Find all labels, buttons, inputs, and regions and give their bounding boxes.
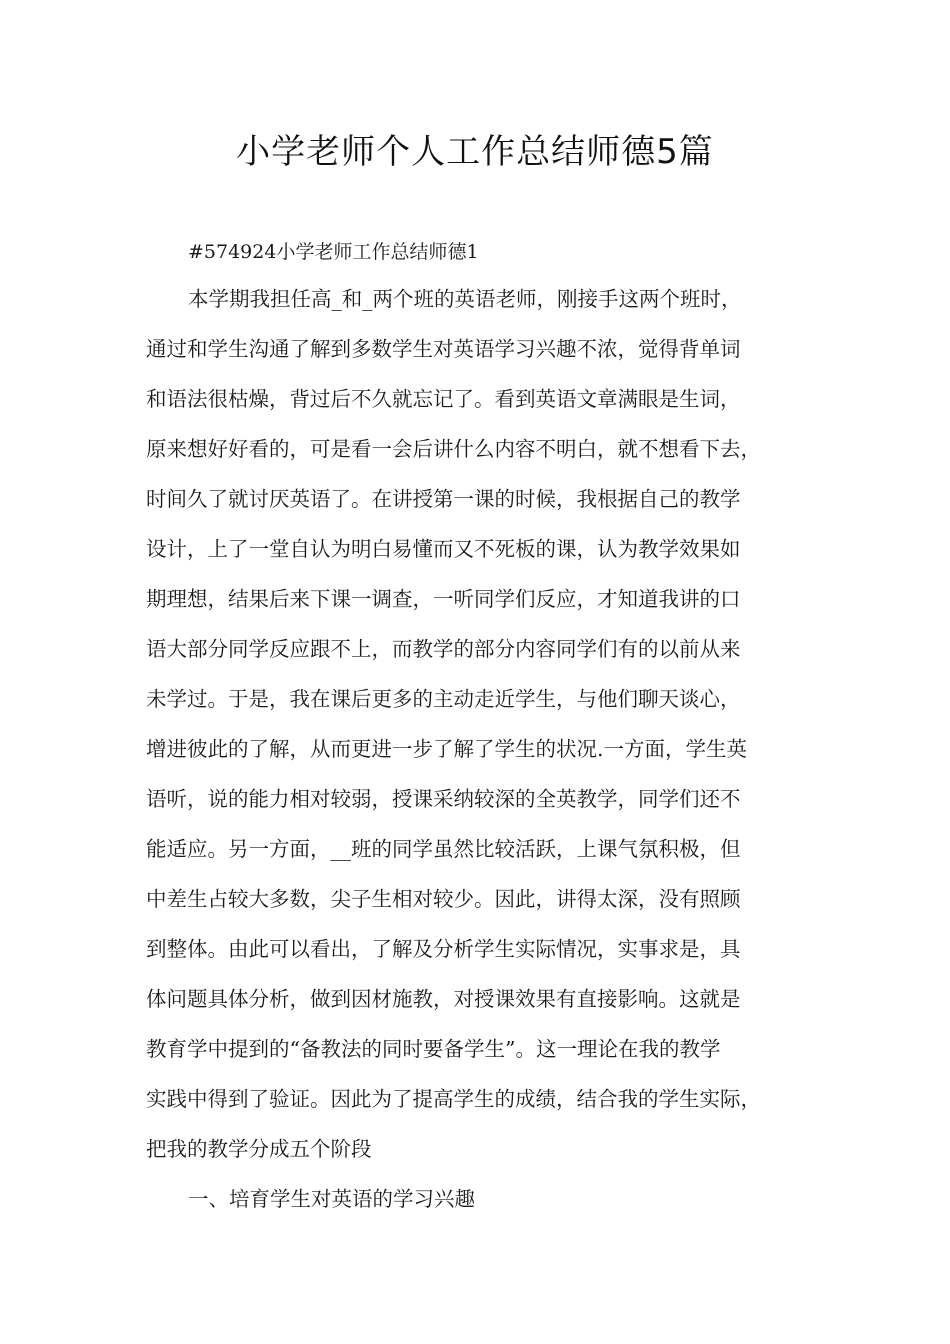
paragraph-line: 教育学中提到的“备教法的同时要备学生”。这一理论在我的教学 — [146, 1037, 721, 1061]
paragraph-line: 期理想，结果后来下课一调查，一听同学们反应，才知道我讲的口 — [146, 587, 741, 611]
paragraph-line: 通过和学生沟通了解到多数学生对英语学习兴趣不浓，觉得背单词 — [146, 337, 741, 361]
paragraph-line: 能适应。另一方面，__班的同学虽然比较活跃，上课气氛积极，但 — [146, 837, 741, 861]
paragraph-line: 体问题具体分析，做到因材施教，对授课效果有直接影响。这就是 — [146, 987, 741, 1011]
paragraph-line: 把我的教学分成五个阶段 — [146, 1137, 372, 1161]
paragraph-line: 中差生占较大多数，尖子生相对较少。因此，讲得太深，没有照顾 — [146, 887, 741, 911]
paragraph-line: 原来想好好看的，可是看一会后讲什么内容不明白，就不想看下去， — [146, 437, 761, 461]
paragraph-line: 语大部分同学反应跟不上，而教学的部分内容同学们有的以前从来 — [146, 637, 741, 661]
paragraph-line: 到整体。由此可以看出，了解及分析学生实际情况，实事求是，具 — [146, 937, 741, 961]
paragraph-line: 实践中得到了验证。因此为了提高学生的成绩，结合我的学生实际， — [146, 1087, 761, 1111]
paragraph-line: 语听，说的能力相对较弱，授课采纳较深的全英教学，同学们还不 — [146, 787, 741, 811]
paragraph-line: 本学期我担任高_和_两个班的英语老师，刚接手这两个班时， — [188, 287, 742, 311]
paragraph-line: 和语法很枯燥，背过后不久就忘记了。看到英语文章满眼是生词， — [146, 387, 741, 411]
section-subheading: #574924小学老师工作总结师德1 — [188, 241, 479, 263]
document-title: 小学老师个人工作总结师德5篇 — [236, 132, 714, 172]
paragraph-line: 增进彼此的了解，从而更进一步了解了学生的状况.一方面，学生英 — [146, 737, 748, 761]
section-heading: 一、培育学生对英语的学习兴趣 — [188, 1187, 475, 1211]
paragraph-line: 未学过。于是，我在课后更多的主动走近学生，与他们聊天谈心， — [146, 687, 741, 711]
paragraph-line: 时间久了就讨厌英语了。在讲授第一课的时候，我根据自己的教学 — [146, 487, 741, 511]
paragraph-line: 设计，上了一堂自认为明白易懂而又不死板的课，认为教学效果如 — [146, 537, 741, 561]
